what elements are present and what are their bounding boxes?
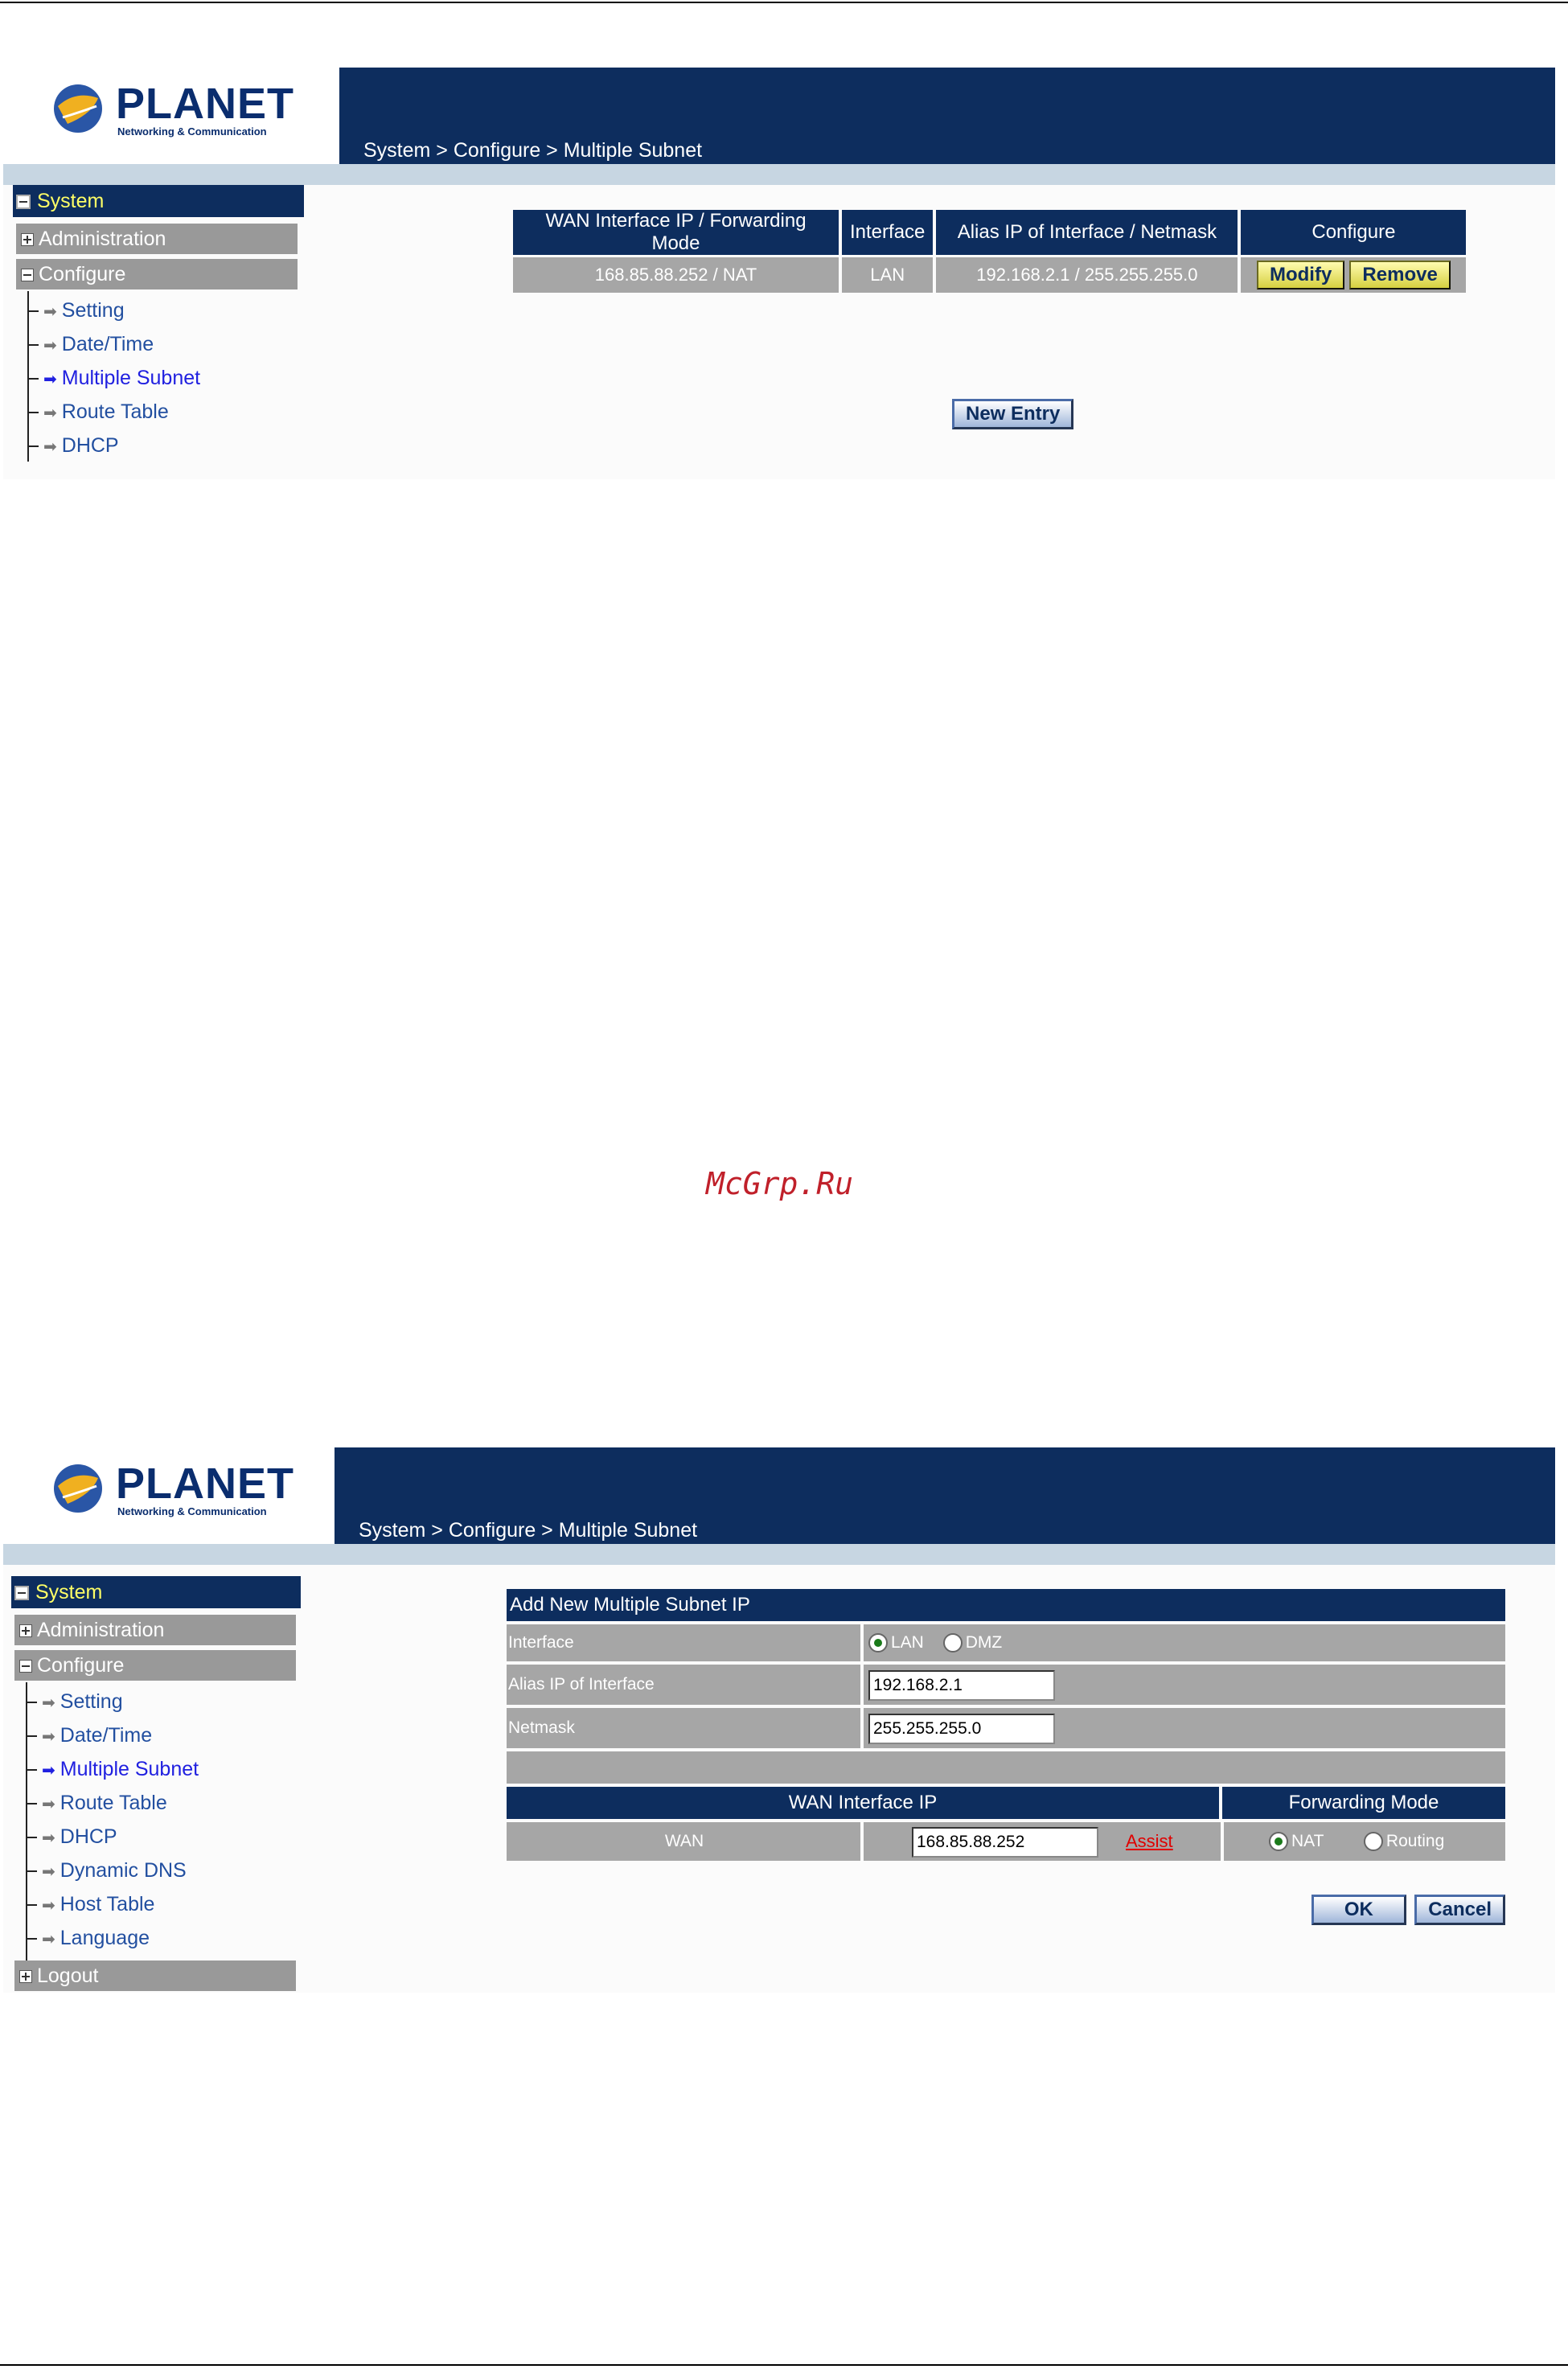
cell-alias: 192.168.2.1 / 255.255.255.0 (936, 257, 1238, 293)
wan-cell (864, 1822, 1221, 1861)
arrow-right-icon: ➡ (42, 1796, 55, 1813)
sidebar-group-configure[interactable] (16, 259, 298, 289)
logo (3, 68, 339, 164)
sidebar-item-multiple-subnet[interactable]: ➡ Multiple Subnet (27, 362, 200, 394)
logo (3, 1447, 335, 1544)
collapse-icon (16, 195, 31, 209)
interface-label: Interface (507, 1624, 860, 1661)
arrow-right-icon: ➡ (43, 404, 57, 422)
globe-icon (51, 82, 105, 135)
page-bottom-rule (0, 2364, 1568, 2366)
arrow-right-icon: ➡ (43, 303, 57, 321)
new-entry-wrap (952, 399, 1073, 429)
sidebar-group-administration[interactable] (14, 1615, 296, 1645)
sidebar-header-label: System (35, 1581, 103, 1603)
alias-row (507, 1665, 1505, 1705)
sidebar-group-configure[interactable] (14, 1650, 296, 1681)
logo-name: PLANET (116, 1460, 294, 1508)
sidebar-logout[interactable] (14, 1960, 296, 1991)
sidebar-item-setting[interactable]: ➡ Setting (26, 1685, 123, 1718)
logo-tagline: Networking & Communication (117, 1505, 267, 1517)
radio-routing-label: Routing (1385, 1832, 1445, 1850)
add-subnet-form (507, 1589, 1505, 1925)
arrow-right-icon: ➡ (43, 337, 57, 355)
cell-wan: 168.85.88.252 / NAT (513, 257, 839, 293)
wan-header-row (507, 1787, 1505, 1819)
expand-icon (21, 233, 34, 246)
breadcrumb: System > Configure > Multiple Subnet (359, 1519, 698, 1542)
logo-name: PLANET (116, 80, 294, 128)
ok-button[interactable]: OK (1311, 1895, 1406, 1925)
header-banner (339, 68, 1555, 164)
arrow-right-icon: ➡ (42, 1931, 55, 1948)
netmask-label: Netmask (507, 1708, 860, 1748)
assist-link[interactable]: Assist (1126, 1831, 1173, 1851)
wan-header: WAN Interface IP (507, 1787, 1219, 1819)
radio-dmz-label: DMZ (965, 1633, 1003, 1652)
cell-interface: LAN (842, 257, 933, 293)
radio-lan-label: LAN (891, 1633, 924, 1652)
sidebar-item-datetime[interactable]: ➡ Date/Time (26, 1719, 152, 1751)
sidebar-item-datetime[interactable]: ➡ Date/Time (27, 328, 154, 360)
sidebar-header-label: System (37, 190, 105, 212)
sidebar-item-route-table[interactable]: ➡ Route Table (27, 396, 169, 428)
arrow-right-icon: ➡ (42, 1829, 55, 1847)
column-header: Interface (842, 210, 933, 255)
arrow-right-icon: ➡ (42, 1694, 55, 1712)
cell-configure (1241, 257, 1466, 293)
cancel-button[interactable]: Cancel (1414, 1895, 1505, 1925)
content-area (3, 1565, 1555, 1993)
modify-button[interactable]: Modify (1257, 261, 1344, 289)
collapse-icon (14, 1586, 29, 1600)
interface-row (507, 1624, 1505, 1661)
table-row (513, 257, 1466, 293)
interface-radios (864, 1624, 1505, 1661)
radio-routing[interactable] (1364, 1832, 1383, 1851)
column-header: WAN Interface IP / Forwarding Mode (513, 210, 839, 255)
wan-row (507, 1822, 1505, 1861)
sidebar-group-administration[interactable] (16, 224, 298, 254)
sidebar-group-label: Configure (39, 263, 126, 285)
page-top-rule (0, 2, 1568, 3)
form-actions (507, 1895, 1505, 1925)
sidebar-item-setting[interactable]: ➡ Setting (27, 294, 125, 326)
arrow-right-icon: ➡ (42, 1728, 55, 1746)
expand-icon (19, 1970, 32, 1983)
sidebar-item-route-table[interactable]: ➡ Route Table (26, 1787, 167, 1819)
mode-header: Forwarding Mode (1222, 1787, 1505, 1819)
sidebar-item-dynamic-dns[interactable]: ➡ Dynamic DNS (26, 1854, 187, 1887)
radio-lan[interactable] (868, 1633, 888, 1653)
netmask-cell (864, 1708, 1505, 1748)
sidebar-group-label: Configure (37, 1654, 125, 1677)
netmask-input[interactable] (868, 1714, 1055, 1744)
alias-ip-input[interactable] (868, 1670, 1055, 1701)
header-strip (3, 164, 1555, 185)
sidebar-group-label: Administration (37, 1619, 165, 1641)
arrow-right-icon: ➡ (42, 1762, 55, 1780)
radio-dmz[interactable] (943, 1633, 963, 1653)
expand-icon (19, 1624, 32, 1637)
spacer-row (507, 1751, 1505, 1784)
wan-ip-input[interactable] (912, 1827, 1098, 1858)
content-area (3, 185, 1555, 479)
subnet-table (510, 207, 1469, 295)
sidebar-item-dhcp[interactable]: ➡ DHCP (27, 429, 119, 462)
breadcrumb: System > Configure > Multiple Subnet (363, 139, 703, 162)
sidebar-item-host-table[interactable]: ➡ Host Table (26, 1888, 154, 1920)
netmask-row (507, 1708, 1505, 1748)
watermark: McGrp.Ru (706, 1166, 854, 1201)
column-header: Alias IP of Interface / Netmask (936, 210, 1238, 255)
sidebar-item-dhcp[interactable]: ➡ DHCP (26, 1821, 117, 1853)
alias-cell (864, 1665, 1505, 1705)
alias-label: Alias IP of Interface (507, 1665, 860, 1705)
arrow-right-icon: ➡ (42, 1863, 55, 1881)
logo-tagline: Networking & Communication (117, 125, 267, 138)
wan-label: WAN (507, 1822, 860, 1861)
screenshot-add-form (3, 1447, 1555, 1993)
header-banner (335, 1447, 1555, 1544)
header-strip (3, 1544, 1555, 1565)
sidebar-header-system[interactable] (13, 185, 304, 217)
remove-button[interactable]: Remove (1349, 261, 1450, 289)
arrow-right-icon: ➡ (43, 438, 57, 456)
arrow-right-icon: ➡ (42, 1897, 55, 1915)
sidebar-header-system[interactable] (11, 1576, 301, 1608)
sidebar-group-label: Administration (39, 228, 166, 250)
column-header: Configure (1241, 210, 1466, 255)
new-entry-button[interactable]: New Entry (952, 399, 1073, 429)
sidebar-item-language[interactable]: ➡ Language (26, 1922, 150, 1954)
mode-cell (1224, 1822, 1505, 1861)
radio-nat-label: NAT (1291, 1832, 1324, 1850)
screenshot-list-view (3, 68, 1555, 479)
sidebar-logout-label: Logout (37, 1965, 99, 1987)
sidebar-item-multiple-subnet[interactable]: ➡ Multiple Subnet (26, 1753, 199, 1785)
radio-nat[interactable] (1269, 1832, 1288, 1851)
form-title: Add New Multiple Subnet IP (507, 1589, 1505, 1621)
collapse-icon (19, 1660, 32, 1673)
collapse-icon (21, 269, 34, 281)
globe-icon (51, 1462, 105, 1515)
arrow-right-icon: ➡ (43, 371, 57, 388)
